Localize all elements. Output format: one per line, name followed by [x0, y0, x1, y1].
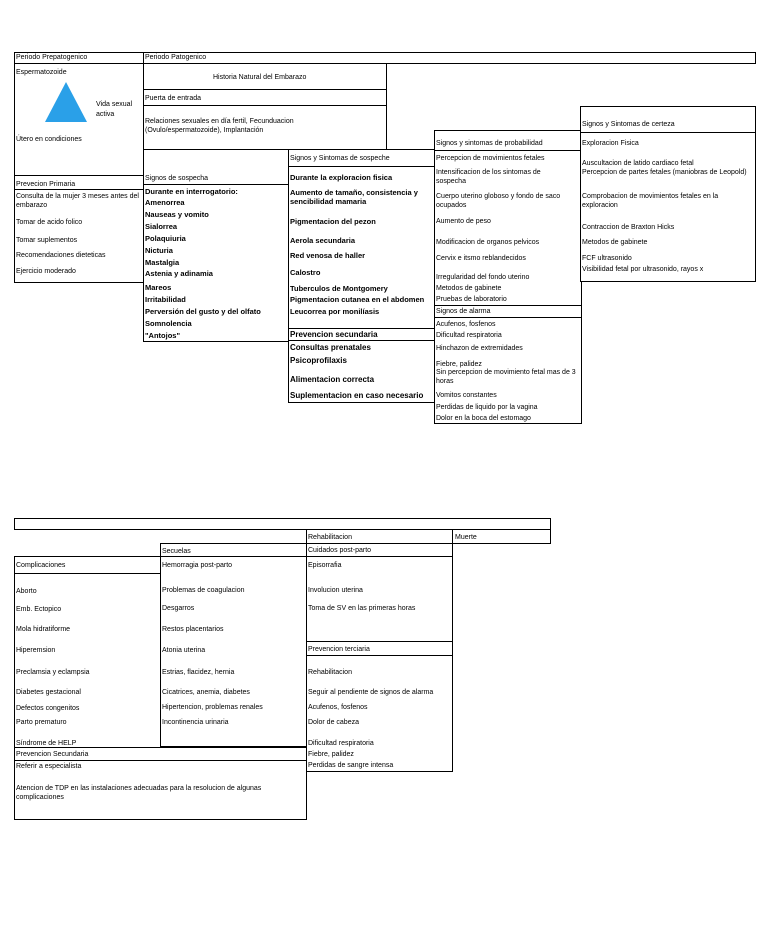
- prevencion-terciaria-item: Seguir al pendiente de signos de alarma: [308, 689, 434, 696]
- sintomas-sospecha-item: Aumento de tamaño, consistencia y sencibilidad mamaria: [290, 188, 418, 206]
- puerta-entrada-label: Puerta de entrada: [145, 95, 202, 102]
- certeza-item: Contraccion de Braxton Hicks: [582, 224, 675, 231]
- espermatozoide-label: Espermatozoide: [16, 69, 67, 76]
- prevencion-terciaria-item: Dificultad respiratoria: [308, 740, 374, 747]
- certeza-item: Metodos de gabinete: [582, 239, 648, 246]
- relaciones-text: Relaciones sexuales en día fertil, Fecunduacion (Ovulo/espermatozoide), Implantación: [145, 118, 294, 134]
- vida-sexual-label-2: activa: [96, 111, 115, 118]
- prevencion-primaria-item: Tomar suplementos: [16, 237, 78, 244]
- complicaciones-item: Preclamsia y eclampsia: [16, 669, 90, 676]
- certeza-divider: [580, 132, 756, 133]
- interrogatorio-label: Durante en interrogatorio:: [145, 187, 238, 196]
- complicaciones-item: Mola hidratiforme: [16, 626, 71, 633]
- prevencion-primaria-divider: [14, 189, 144, 190]
- sintomas-sospecha-item: Pigmentacion cutanea en el abdomen: [290, 295, 425, 304]
- prevencion-secundaria-item: Suplementacion en caso necesario: [290, 391, 424, 400]
- sospecha-item: Irritabilidad: [145, 295, 186, 304]
- complicaciones-item: Emb. Ectopico: [16, 606, 62, 613]
- signos-alarma-item: Dificultad respiratoria: [436, 332, 502, 339]
- signos-alarma-divider: [434, 317, 582, 318]
- muerte-label: Muerte: [455, 534, 477, 541]
- probabilidad-item: Pruebas de laboratorio: [436, 296, 507, 303]
- signos-sospecha-title: Signos de sospecha: [145, 175, 209, 182]
- certeza-item: Visibilidad fetal por ultrasonido, rayos x: [582, 266, 704, 273]
- prevencion-terciaria-divider: [306, 655, 453, 656]
- sospecha-item: Polaquiuria: [145, 234, 186, 243]
- certeza-item: Percepcion de partes fetales (maniobras de Leopold): [582, 169, 747, 176]
- sintomas-sospecha-item: Tuberculos de Montgomery: [290, 284, 388, 293]
- prevencion-secundaria-item: Psicoprofilaxis: [290, 356, 347, 365]
- prevencion-primaria-item: Tomar de acido folico: [16, 219, 83, 226]
- sospecha-item: Nicturia: [145, 246, 173, 255]
- signos-sospecha-divider: [143, 184, 289, 185]
- bottom-prevencion-secundaria-divider: [14, 760, 307, 761]
- sospecha-item: "Antojos": [145, 331, 181, 340]
- atencion-text: Atencion de TDP en las instalaciones adecuadas para la resolucion de algunas complicaciones: [16, 785, 262, 801]
- probabilidad-title: Signos y sintomas de probabilidad: [436, 140, 543, 147]
- sintomas-sospecha-item: Leucorrea por monilíasis: [290, 307, 380, 316]
- vida-sexual-label-1: Vida sexual: [96, 101, 133, 108]
- prevencion-terciaria-item: Acufenos, fosfenos: [308, 704, 368, 711]
- sospecha-item: Mastalgia: [145, 258, 180, 267]
- prevencion-secundaria-title: Prevencion secundaria: [290, 330, 378, 339]
- probabilidad-item: Cuerpo uterino globoso y fondo de saco ocupados: [436, 193, 561, 209]
- signos-alarma-item: Dolor en la boca del estomago: [436, 415, 531, 422]
- secuelas-item: Hipertencion, problemas renales: [162, 704, 263, 711]
- certeza-title: Signos y Sintomas de certeza: [582, 121, 675, 128]
- periodo-patogenico-label: Periodo Patogenico: [145, 54, 207, 61]
- secuelas-item: Problemas de coagulacion: [162, 587, 245, 594]
- rehabilitacion-item: Episorrafia: [308, 562, 342, 569]
- probabilidad-item: Modificacion de organos pelvicos: [436, 239, 540, 246]
- probabilidad-divider: [434, 150, 582, 151]
- prevencion-primaria-item: Recomendaciones dieteticas: [16, 252, 106, 259]
- complicaciones-title: Complicaciones: [16, 562, 66, 569]
- periodo-prepatogenico-label: Periodo Prepatogenico: [16, 54, 88, 61]
- complicaciones-item: Parto prematuro: [16, 719, 67, 726]
- sintomas-sospecha-item: Aerola secundaria: [290, 236, 356, 245]
- probabilidad-item: Metodos de gabinete: [436, 285, 502, 292]
- secuelas-title: Secuelas: [162, 548, 191, 555]
- probabilidad-item: Intensificacion de los sintomas de sospecha: [436, 169, 541, 185]
- prevencion-terciaria-item: Perdidas de sangre intensa: [308, 762, 394, 769]
- signos-alarma-item: Acufenos, fosfenos: [436, 321, 496, 328]
- sintomas-sospecha-item: Calostro: [290, 268, 321, 277]
- prevencion-primaria-item: Consulta de la mujer 3 meses antes del embarazo: [16, 193, 139, 209]
- sospecha-item: Mareos: [145, 283, 172, 292]
- signos-alarma-item: Perdidas de liquido por la vagina: [436, 404, 538, 411]
- signos-alarma-item: Vomitos constantes: [436, 392, 497, 399]
- prevencion-terciaria-item: Rehabilitacion: [308, 669, 352, 676]
- probabilidad-item: Percepcion de movimientos fetales: [436, 155, 545, 162]
- referir-label: Referir a especialista: [16, 763, 82, 770]
- secuelas-divider: [160, 556, 307, 557]
- sospecha-item: Amenorrea: [145, 198, 185, 207]
- secuelas-item: Cicatrices, anemia, diabetes: [162, 689, 250, 696]
- complicaciones-item: Hiperemsion: [16, 647, 56, 654]
- secuelas-item: Restos placentarios: [162, 626, 224, 633]
- historia-natural-title: Historia Natural del Embarazo: [213, 74, 307, 81]
- probabilidad-item: Cervix e itsmo reblandecidos: [436, 255, 526, 262]
- sospecha-item: Nauseas y vomito: [145, 210, 209, 219]
- rehabilitacion-divider: [306, 556, 453, 557]
- secuelas-item: Incontinencia urinaria: [162, 719, 229, 726]
- certeza-item: Auscultacion de latido cardiaco fetal: [582, 160, 694, 167]
- prevencion-terciaria-item: Fiebre, palidez: [308, 751, 354, 758]
- certeza-item: Exploracion Fisica: [582, 140, 639, 147]
- sintomas-sospecha-item: Red venosa de haller: [290, 251, 366, 260]
- sintomas-sospecha-divider: [288, 166, 436, 167]
- prevencion-primaria-title: Prevecion Primaria: [16, 181, 76, 188]
- sospecha-item: Somnolencia: [145, 319, 192, 328]
- sospecha-item: Perversión del gusto y del olfato: [145, 307, 261, 316]
- rehabilitacion-item: Cuidados post-parto: [308, 547, 372, 554]
- utero-label: Útero en condiciones: [16, 136, 82, 143]
- triangle-shape: [45, 82, 87, 122]
- rehabilitacion-title: Rehabilitacion: [308, 534, 352, 541]
- complicaciones-item: Síndrome de HELP: [16, 740, 77, 747]
- secuelas-box: [160, 543, 307, 747]
- probabilidad-item: Irregularidad del fondo uterino: [436, 274, 530, 281]
- prevencion-terciaria-item: Dolor de cabeza: [308, 719, 359, 726]
- signos-alarma-item: Hinchazon de extremidades: [436, 345, 523, 352]
- complicaciones-item: Defectos congenitos: [16, 705, 80, 712]
- secuelas-item: Atonia uterina: [162, 647, 206, 654]
- sospecha-item: Astenia y adinamia: [145, 269, 213, 278]
- rehabilitacion-item: Toma de SV en las primeras horas: [308, 605, 416, 612]
- complicaciones-item: Diabetes gestacional: [16, 689, 81, 696]
- complicaciones-item: Aborto: [16, 588, 37, 595]
- secuelas-item: Estrias, flacidez, hernia: [162, 669, 235, 676]
- sintomas-sospecha-title: Signos y Sintomas de sospeche: [290, 155, 390, 162]
- secuelas-item: Desgarros: [162, 605, 195, 612]
- secuelas-item: Hemorragia post-parto: [162, 562, 233, 569]
- signos-alarma-item: Sin percepcion de movimiento fetal mas de 3 horas: [436, 369, 576, 385]
- prevencion-primaria-item: Ejercicio moderado: [16, 268, 76, 275]
- prevencion-secundaria-item: Consultas prenatales: [290, 343, 371, 352]
- bottom-prevencion-secundaria-title: Prevencion Secundaria: [16, 751, 89, 758]
- signos-alarma-item: Fiebre, palidez: [436, 361, 482, 368]
- certeza-item: FCF ultrasonido: [582, 255, 632, 262]
- sintomas-sospecha-item: Pigmentacion del pezon: [290, 217, 376, 226]
- complicaciones-divider: [14, 573, 162, 574]
- prevencion-terciaria-title: Prevencion terciaria: [308, 646, 370, 653]
- signos-alarma-title: Signos de alarma: [436, 308, 491, 315]
- probabilidad-item: Aumento de peso: [436, 218, 491, 225]
- sintomas-sospecha-item: Durante la exploracion fisica: [290, 173, 393, 182]
- sospecha-item: Sialorrea: [145, 222, 178, 231]
- prevencion-secundaria-item: Alimentacion correcta: [290, 375, 375, 384]
- certeza-item: Comprobacion de movimientos fetales en la exploracion: [582, 193, 719, 209]
- rehabilitacion-item: Involucion uterina: [308, 587, 363, 594]
- prevencion-secundaria-divider: [288, 340, 436, 341]
